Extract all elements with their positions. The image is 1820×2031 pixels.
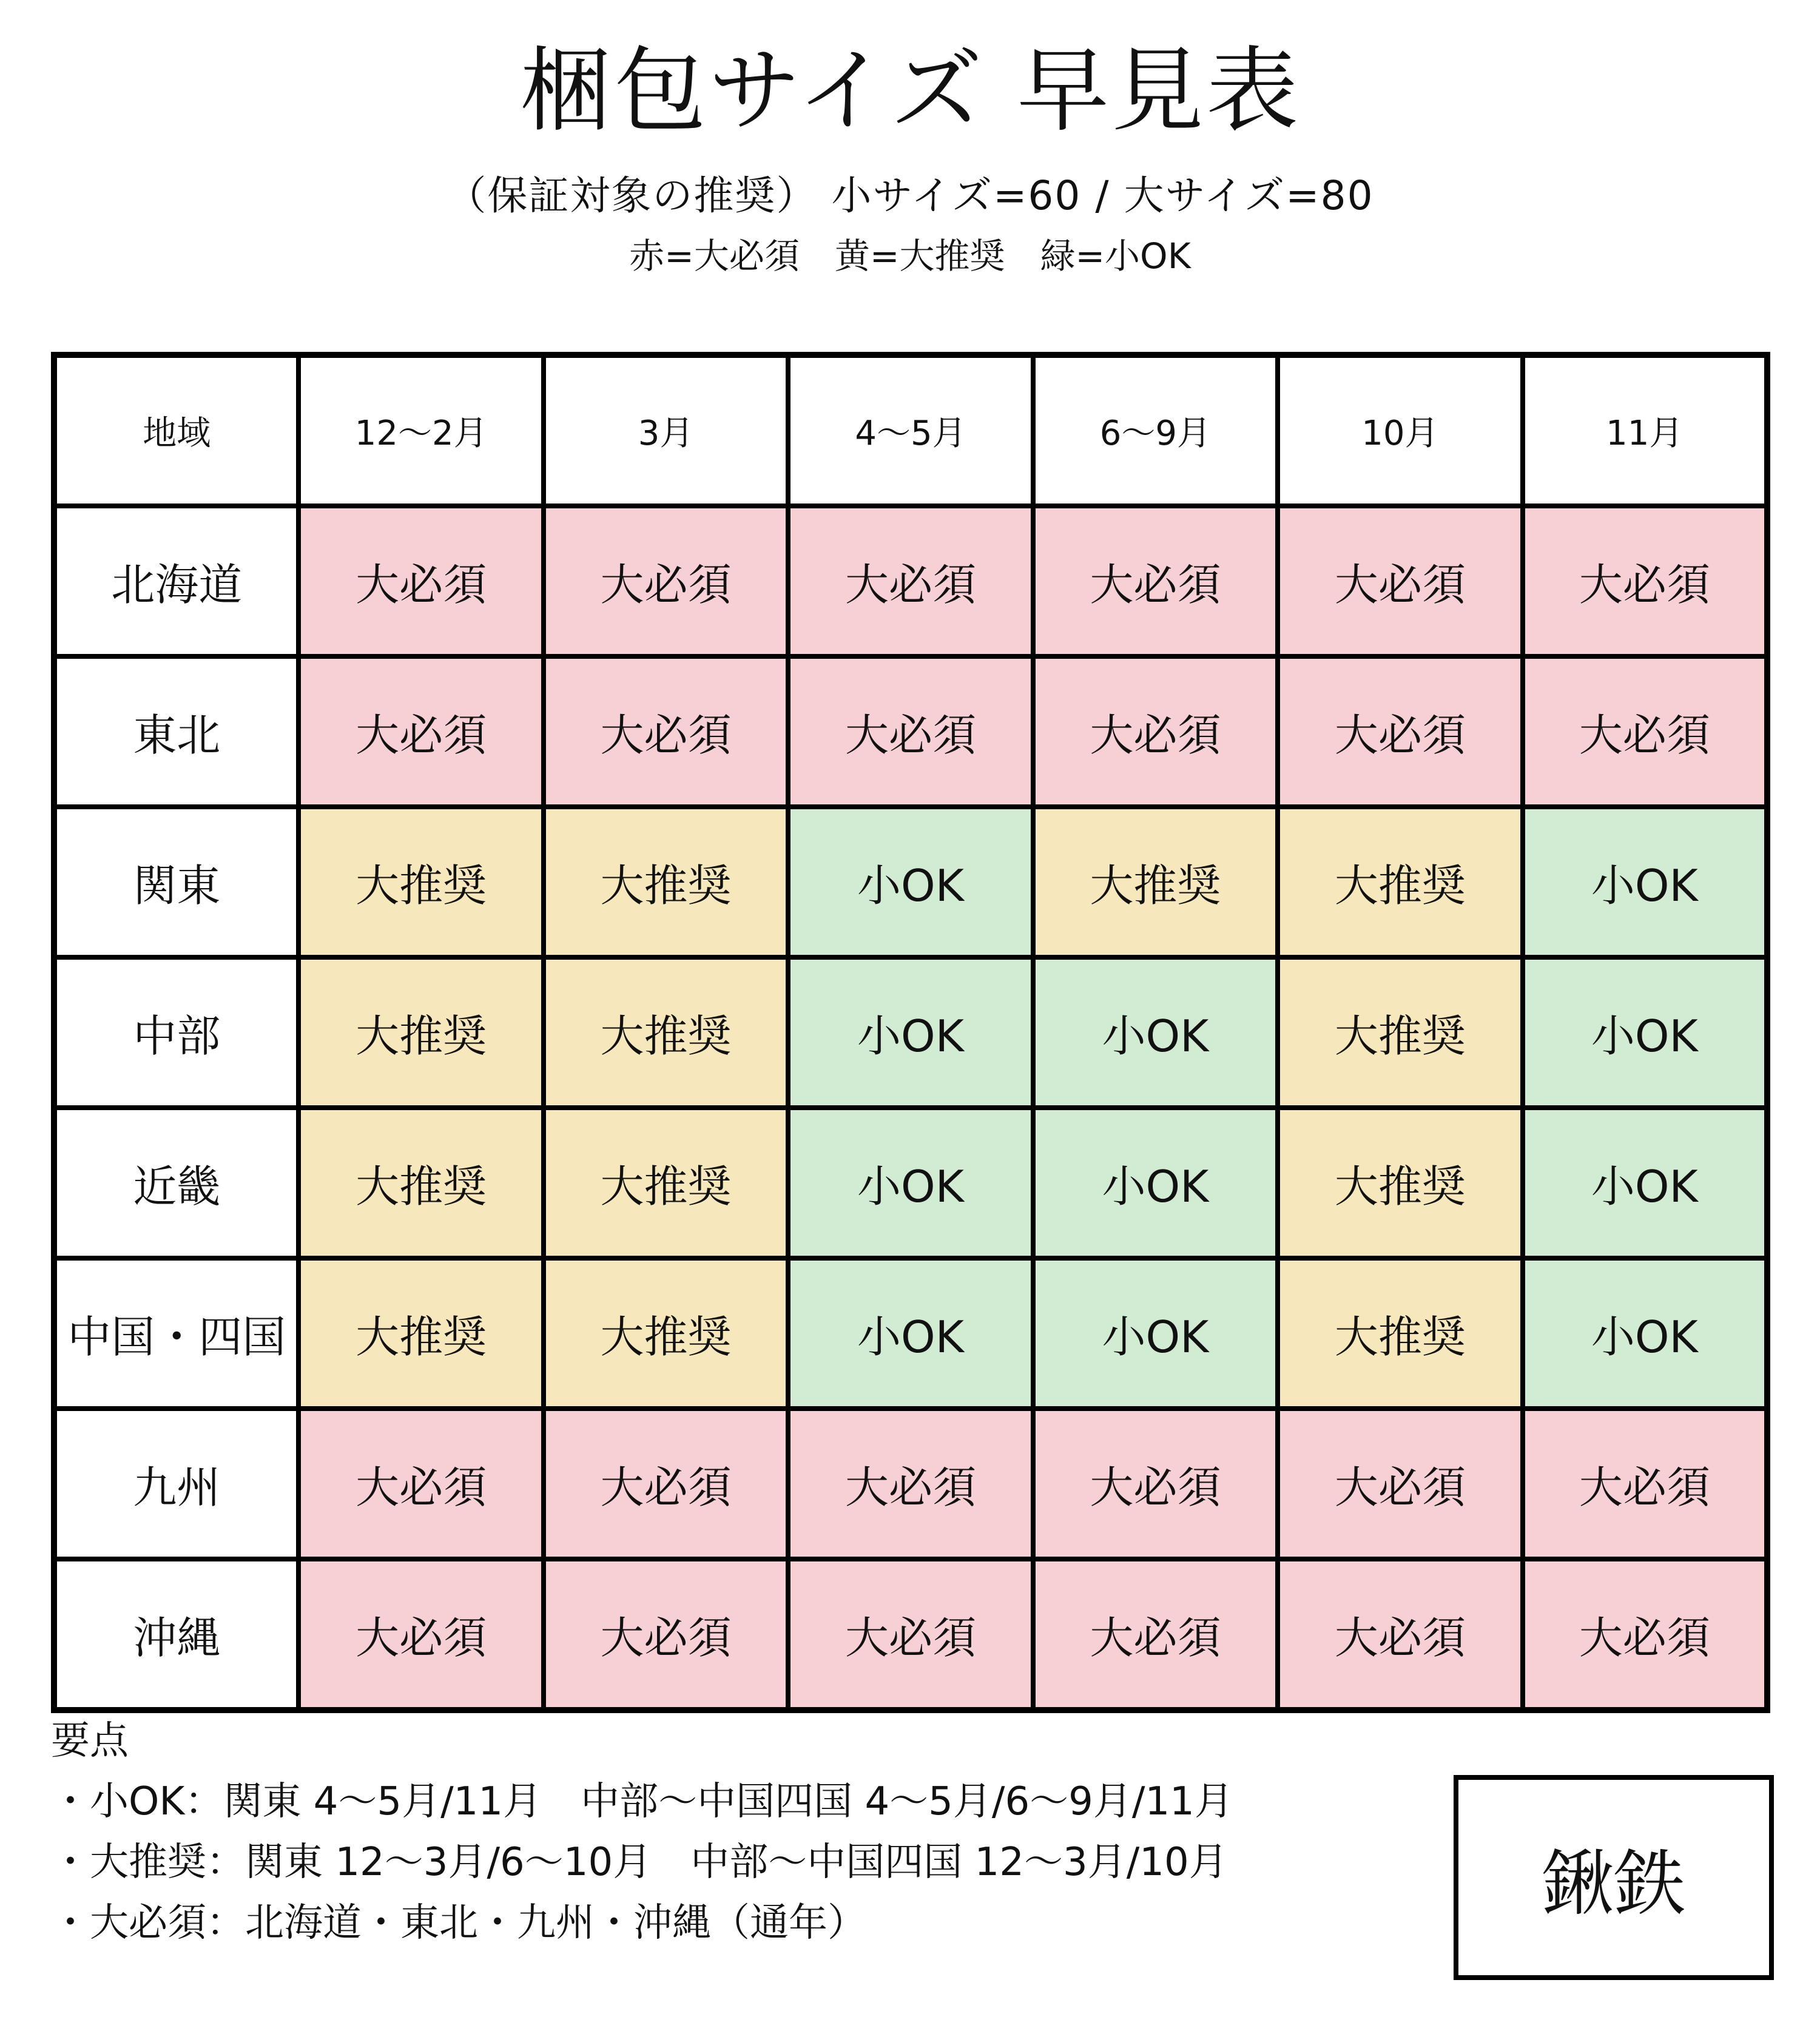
size-cell: 小OK <box>1523 807 1767 957</box>
size-cell: 大必須 <box>544 506 788 656</box>
table-row <box>54 957 1767 1108</box>
table-body <box>54 506 1767 1710</box>
table-row <box>54 656 1767 807</box>
size-cell: 小OK <box>1033 957 1278 1108</box>
size-cell: 小OK <box>1523 1258 1767 1409</box>
size-cell: 大必須 <box>544 1559 788 1710</box>
size-table <box>51 352 1770 1713</box>
note-line: ・小OK：関東 4〜5月/11月 中部〜中国四国 4〜5月/6〜9月/11月 <box>51 1779 1233 1824</box>
size-cell: 大必須 <box>1523 1559 1767 1710</box>
size-cell: 大必須 <box>1033 1559 1278 1710</box>
size-cell: 大推奨 <box>298 807 543 957</box>
table-row <box>54 1258 1767 1409</box>
header-month: 12〜2月 <box>298 355 543 506</box>
page-title: 梱包サイズ 早見表 <box>519 37 1301 144</box>
size-cell: 大必須 <box>544 656 788 807</box>
size-cell: 大推奨 <box>1033 807 1278 957</box>
color-legend: 赤=大必須 黄=大推奨 緑=小OK <box>629 235 1191 277</box>
header-month: 6〜9月 <box>1033 355 1278 506</box>
note-line: ・大推奨：関東 12〜3月/6〜10月 中部〜中国四国 12〜3月/10月 <box>51 1840 1228 1885</box>
page-subtitle: （保証対象の推奨） 小サイズ=60 / 大サイズ=80 <box>446 172 1374 219</box>
size-cell: 大必須 <box>1033 656 1278 807</box>
size-cell: 大必須 <box>298 506 543 656</box>
note-line: ・大必須：北海道・東北・九州・沖縄（通年） <box>51 1901 866 1945</box>
size-cell: 大推奨 <box>298 1258 543 1409</box>
size-cell: 大必須 <box>1033 1409 1278 1559</box>
size-cell: 大推奨 <box>544 1108 788 1258</box>
size-cell: 大必須 <box>298 1559 543 1710</box>
size-cell: 大必須 <box>788 506 1033 656</box>
size-cell: 大必須 <box>544 1409 788 1559</box>
size-cell: 小OK <box>1523 1108 1767 1258</box>
notes-heading: 要点 <box>51 1719 129 1763</box>
notes-section <box>51 1711 1446 1953</box>
size-cell: 大必須 <box>298 656 543 807</box>
region-label: 北海道 <box>54 506 298 656</box>
size-cell: 大推奨 <box>298 957 543 1108</box>
size-cell: 大必須 <box>1523 506 1767 656</box>
size-cell: 小OK <box>788 957 1033 1108</box>
size-cell: 大推奨 <box>544 1258 788 1409</box>
region-label: 九州 <box>54 1409 298 1559</box>
region-label: 近畿 <box>54 1108 298 1258</box>
header-region: 地域 <box>54 355 298 506</box>
size-cell: 小OK <box>1523 957 1767 1108</box>
size-cell: 大必須 <box>1523 1409 1767 1559</box>
size-cell: 小OK <box>788 807 1033 957</box>
region-label: 東北 <box>54 656 298 807</box>
size-cell: 大必須 <box>1523 656 1767 807</box>
size-cell: 小OK <box>1033 1258 1278 1409</box>
region-label: 関東 <box>54 807 298 957</box>
size-cell: 大推奨 <box>1278 807 1522 957</box>
size-cell: 大推奨 <box>544 957 788 1108</box>
table-row <box>54 807 1767 957</box>
table-row <box>54 1559 1767 1710</box>
header-month: 10月 <box>1278 355 1522 506</box>
size-cell: 大必須 <box>788 1559 1033 1710</box>
size-cell: 大必須 <box>1278 1559 1522 1710</box>
header-month: 4〜5月 <box>788 355 1033 506</box>
size-cell: 大必須 <box>1278 656 1522 807</box>
size-cell: 大推奨 <box>1278 1108 1522 1258</box>
region-label: 中部 <box>54 957 298 1108</box>
name-stamp-box: 鍬鉄 <box>1454 1775 1774 1980</box>
region-label: 中国・四国 <box>54 1258 298 1409</box>
region-label: 沖縄 <box>54 1559 298 1710</box>
size-cell: 小OK <box>788 1108 1033 1258</box>
table-row <box>54 506 1767 656</box>
size-cell: 大推奨 <box>1278 957 1522 1108</box>
table-row <box>54 1409 1767 1559</box>
header-month: 11月 <box>1523 355 1767 506</box>
size-cell: 小OK <box>1033 1108 1278 1258</box>
size-cell: 大推奨 <box>544 807 788 957</box>
size-cell: 大必須 <box>788 1409 1033 1559</box>
size-cell: 小OK <box>788 1258 1033 1409</box>
size-cell: 大必須 <box>1278 506 1522 656</box>
size-cell: 大必須 <box>1278 1409 1522 1559</box>
size-cell: 大推奨 <box>298 1108 543 1258</box>
table-header-row <box>54 355 1767 506</box>
size-cell: 大必須 <box>298 1409 543 1559</box>
header-month: 3月 <box>544 355 788 506</box>
table-row <box>54 1108 1767 1258</box>
size-cell: 大推奨 <box>1278 1258 1522 1409</box>
size-cell: 大必須 <box>1033 506 1278 656</box>
size-cell: 大必須 <box>788 656 1033 807</box>
